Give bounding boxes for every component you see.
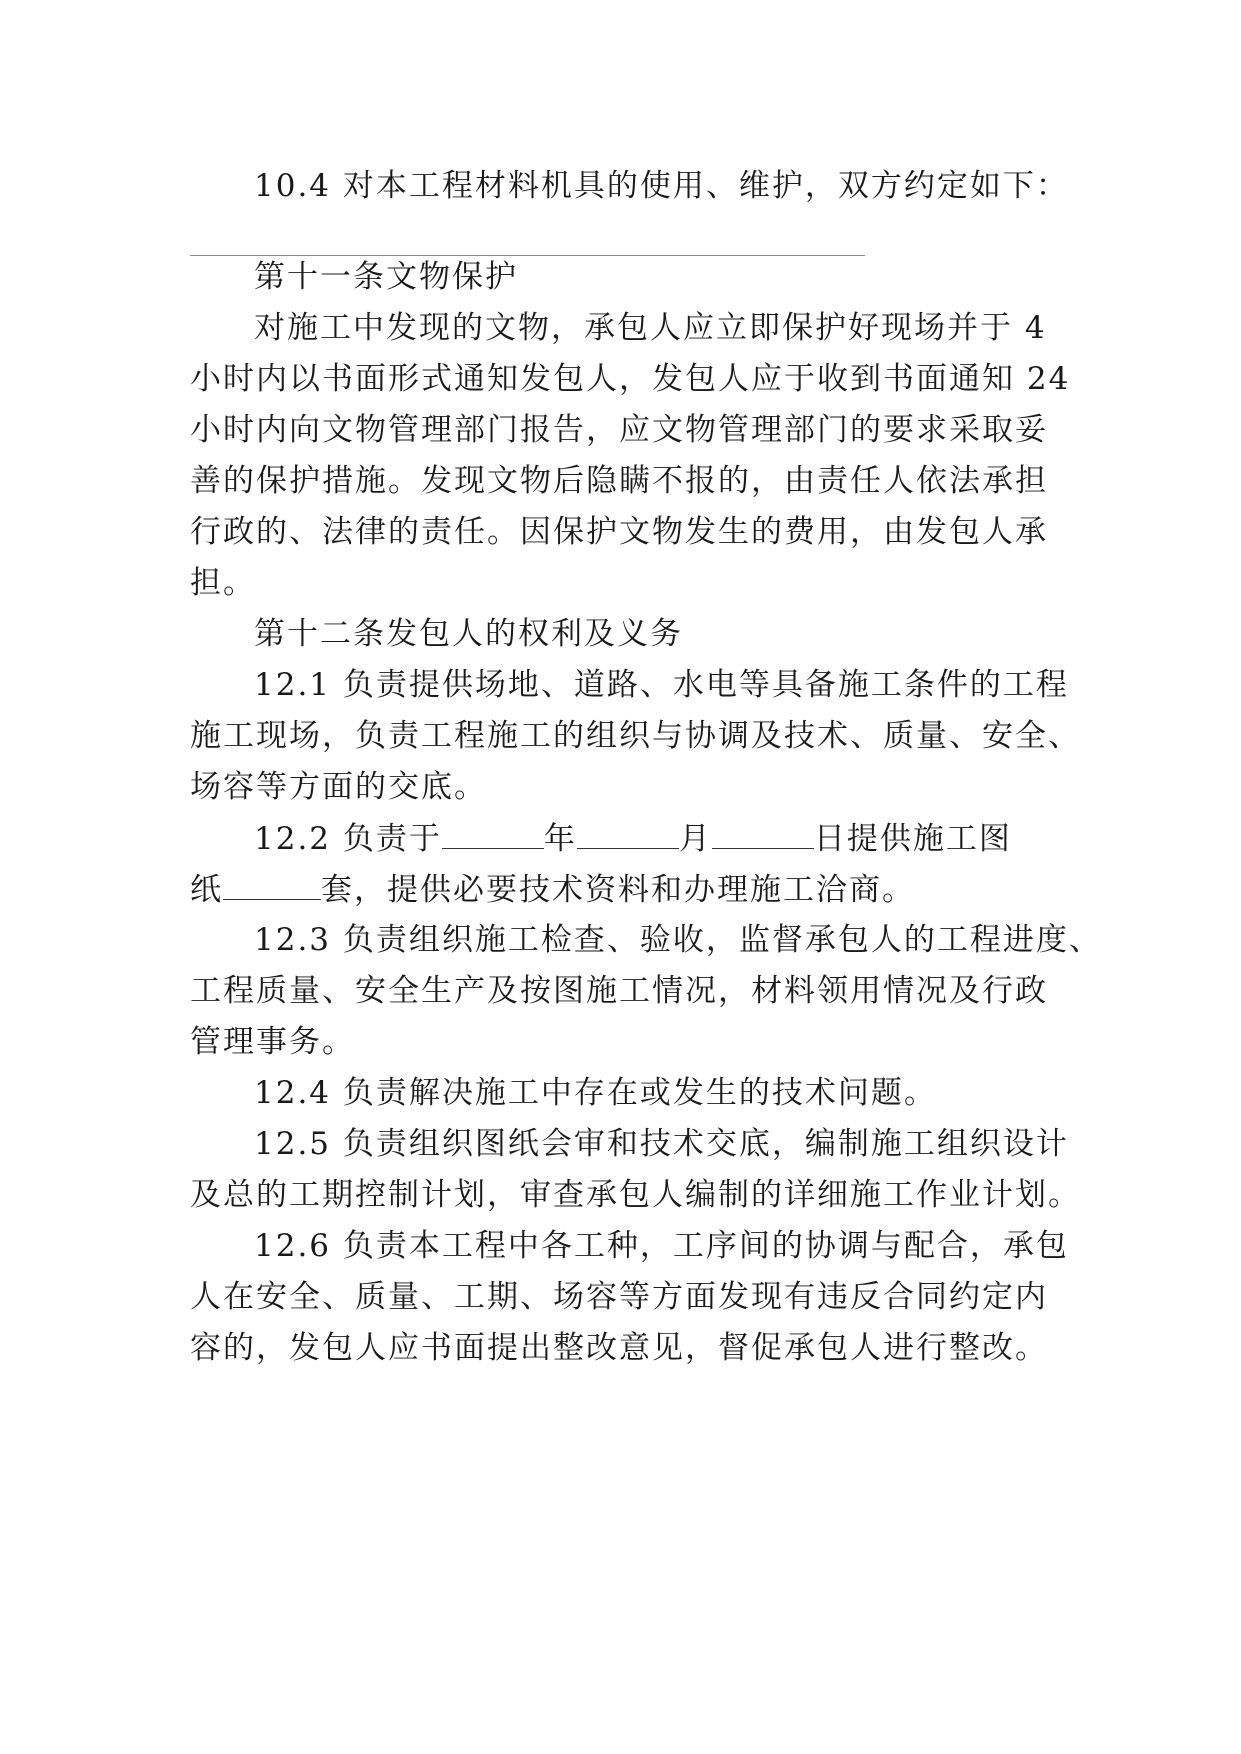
article-11-paragraph-line: 行政的、法律的责任。因保护文物发生的费用，由发包人承 bbox=[190, 514, 1048, 550]
article-11-paragraph-line: 善的保护措施。发现文物后隐瞒不报的，由责任人依法承担 bbox=[190, 463, 1048, 499]
clause-12-3-line: 12.3 负责组织施工检查、验收，监督承包人的工程进度、 bbox=[254, 922, 1102, 958]
clause-12-6-line: 容的，发包人应书面提出整改意见，督促承包人进行整改。 bbox=[190, 1330, 1048, 1366]
day-blank bbox=[712, 818, 814, 849]
article-11-heading: 第十一条文物保护 bbox=[254, 259, 518, 295]
document-page bbox=[190, 0, 1102, 1754]
clause-12-2-line2-start: 纸 bbox=[190, 872, 223, 908]
month-label: 月 bbox=[678, 821, 712, 857]
separator-rule bbox=[190, 255, 865, 256]
clause-12-2-line bbox=[254, 818, 1050, 859]
clause-12-6-line: 12.6 负责本工程中各工种，工序间的协调与配合，承包 bbox=[254, 1228, 1069, 1264]
clause-10-4: 10.4 对本工程材料机具的使用、维护，双方约定如下： bbox=[254, 168, 1069, 204]
article-12-heading: 第十二条发包人的权利及义务 bbox=[254, 616, 683, 652]
clause-12-1-line: 场容等方面的交底。 bbox=[190, 769, 487, 805]
clause-12-6-line: 人在安全、质量、工期、场容等方面发现有违反合同约定内 bbox=[190, 1279, 1048, 1315]
clause-12-4: 12.4 负责解决施工中存在或发生的技术问题。 bbox=[254, 1075, 937, 1111]
clause-12-2-prefix: 12.2 负责于 bbox=[254, 821, 442, 857]
clause-12-2-line bbox=[190, 869, 1050, 910]
clause-12-5-line: 12.5 负责组织图纸会审和技术交底，编制施工组织设计 bbox=[254, 1126, 1069, 1162]
month-blank bbox=[577, 818, 679, 849]
clause-12-1-line: 施工现场，负责工程施工的组织与协调及技术、质量、安全、 bbox=[190, 718, 1081, 754]
year-blank bbox=[442, 818, 544, 849]
article-11-paragraph-line: 小时内向文物管理部门报告，应文物管理部门的要求采取妥 bbox=[190, 412, 1048, 448]
clause-12-2-line2-end: 套，提供必要技术资料和办理施工洽商。 bbox=[321, 872, 915, 908]
year-label: 年 bbox=[543, 821, 577, 857]
article-11-paragraph-line: 小时内以书面形式通知发包人，发包人应于收到书面通知 24 bbox=[190, 361, 1071, 397]
day-label: 日提供施工图 bbox=[813, 821, 1012, 857]
sets-blank bbox=[223, 869, 321, 900]
clause-12-1-line: 12.1 负责提供场地、道路、水电等具备施工条件的工程 bbox=[254, 667, 1069, 703]
clause-12-5-line: 及总的工期控制计划，审查承包人编制的详细施工作业计划。 bbox=[190, 1177, 1081, 1213]
article-11-paragraph-line: 对施工中发现的文物，承包人应立即保护好现场并于 4 bbox=[254, 310, 1047, 346]
article-11-paragraph-line: 担。 bbox=[190, 565, 256, 601]
clause-12-3-line: 工程质量、安全生产及按图施工情况，材料领用情况及行政 bbox=[190, 973, 1048, 1009]
clause-12-3-line: 管理事务。 bbox=[190, 1024, 355, 1060]
